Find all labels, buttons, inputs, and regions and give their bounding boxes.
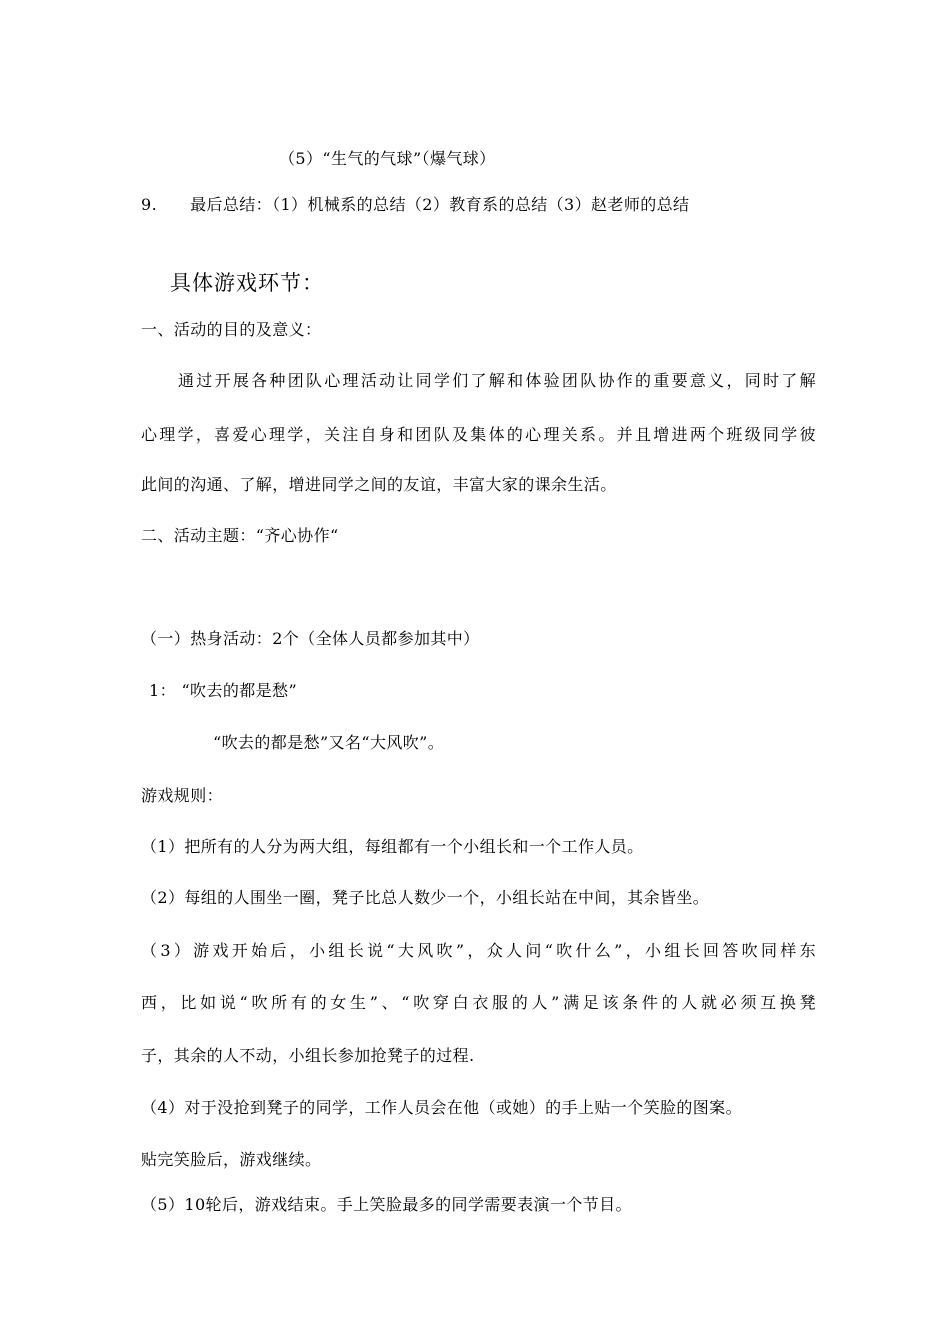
section-2-theme: 二、活动主题：“齐心协作“ — [141, 526, 339, 545]
section-heading-game-details: 具体游戏环节： — [170, 271, 324, 295]
rule-3-line-1: （3）游戏开始后，小组长说“大风吹”，众人问“吹什么”，小组长回答吹同样东 — [141, 941, 816, 960]
purpose-paragraph-line-2: 心理学，喜爱心理学，关注自身和团队及集体的心理关系。并且增进两个班级同学彼 — [141, 425, 816, 444]
rule-2: （2）每组的人围坐一圈，凳子比总人数少一个，小组长站在中间，其余皆坐。 — [141, 888, 710, 907]
rule-5: （5）10轮后，游戏结束。手上笑脸最多的同学需要表演一个节目。 — [141, 1195, 632, 1214]
warmup-activities-title: （一）热身活动：2个（全体人员都参加其中） — [141, 629, 480, 648]
sub-item-5-balloon: （5）“生气的气球”（爆气球） — [279, 149, 496, 168]
game-1-alias: “吹去的都是愁”又名“大风吹”。 — [213, 733, 445, 752]
game-rules-title: 游戏规则： — [141, 786, 224, 805]
rule-1: （1）把所有的人分为两大组，每组都有一个小组长和一个工作人员。 — [141, 837, 644, 856]
section-1-title: 一、活动的目的及意义： — [141, 320, 322, 339]
rule-3-line-3: 子，其余的人不动，小组长参加抢凳子的过程. — [141, 1046, 475, 1065]
purpose-paragraph-line-3: 此间的沟通、了解，增进同学之间的友谊，丰富大家的课余生活。 — [141, 475, 617, 494]
item-9-number: 9. — [141, 195, 158, 214]
rule-4-line-2: 贴完笑脸后，游戏继续。 — [141, 1150, 322, 1169]
game-1-title: 1： “吹去的都是愁” — [149, 681, 298, 700]
purpose-paragraph-line-1: 通过开展各种团队心理活动让同学们了解和体验团队协作的重要意义，同时了解 — [178, 371, 816, 390]
item-9-summary — [141, 195, 689, 215]
rule-3-line-2: 西，比如说“吹所有的女生”、“吹穿白衣服的人”满足该条件的人就必须互换凳 — [141, 993, 816, 1012]
rule-4-line-1: （4）对于没抢到凳子的同学，工作人员会在他（或她）的手上贴一个笑脸的图案。 — [141, 1098, 742, 1117]
item-9-text: 最后总结：（1）机械系的总结（2）教育系的总结（3）赵老师的总结 — [190, 195, 690, 214]
